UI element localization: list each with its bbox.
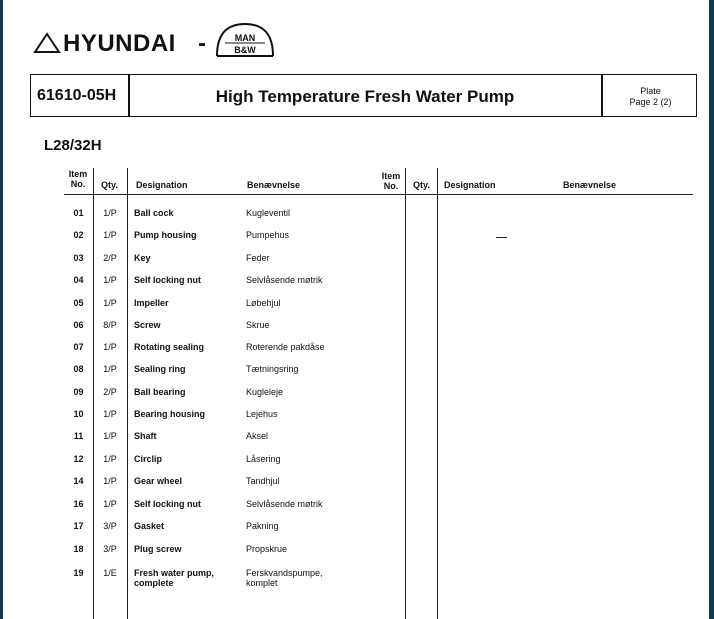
document-number: 61610-05H (37, 87, 117, 104)
parts-item-no: 08 (73, 364, 84, 374)
parts-qty: 8/P (103, 320, 117, 330)
parts-row (0, 298, 400, 312)
parts-qty: 1/P (103, 364, 117, 374)
parts-designation: Self locking nut (134, 499, 202, 509)
plate-label: Plate (640, 86, 661, 96)
bw-text: B&W (234, 45, 256, 55)
parts-row (0, 476, 400, 490)
parts-qty: 1/P (103, 230, 117, 240)
parts-row (0, 320, 400, 334)
parts-row (0, 544, 400, 558)
parts-row (0, 208, 400, 222)
brand-name: HYUNDAI (63, 30, 176, 57)
brand-separator: - (198, 30, 206, 57)
triangle-logo-icon (33, 32, 61, 54)
parts-benaevnelse: Feder (246, 253, 270, 263)
parts-benaevnelse: Tætningsring (246, 364, 299, 374)
parts-row (0, 499, 400, 513)
stray-mark (496, 237, 507, 238)
header-designation-right: Designation (444, 180, 496, 190)
parts-designation: Fresh water pump, complete (134, 568, 215, 588)
parts-item-no: 14 (73, 476, 84, 486)
parts-row (0, 275, 400, 289)
parts-benaevnelse: Kugleleje (246, 387, 284, 397)
parts-qty: 1/P (103, 409, 117, 419)
parts-qty: 1/P (103, 298, 117, 308)
plate-info (603, 86, 698, 108)
parts-row (0, 253, 400, 267)
parts-benaevnelse: Roterende pakdåse (246, 342, 325, 352)
parts-item-no: 10 (73, 409, 84, 419)
header-item-no (68, 169, 88, 189)
parts-row (0, 364, 400, 378)
parts-qty: 1/P (103, 342, 117, 352)
header-designation: Designation (136, 180, 188, 190)
header-item-line1: Item (381, 171, 401, 181)
parts-designation: Key (134, 253, 151, 263)
parts-row (0, 409, 400, 423)
parts-designation: Gasket (134, 521, 165, 531)
header-benaevnelse-right: Benævnelse (563, 180, 617, 190)
parts-item-no: 17 (73, 521, 84, 531)
parts-designation: Ball cock (134, 208, 174, 218)
parts-qty: 1/P (103, 454, 117, 464)
parts-item-no: 19 (73, 568, 84, 578)
parts-benaevnelse: Pumpehus (246, 230, 290, 240)
parts-designation: Circlip (134, 454, 163, 464)
parts-row (0, 431, 400, 445)
header-item-line1: Item (68, 169, 88, 179)
parts-row (0, 454, 400, 468)
table-header-rule-right (377, 194, 693, 195)
parts-row (0, 387, 400, 401)
parts-qty: 2/P (103, 253, 117, 263)
parts-row (0, 230, 400, 244)
parts-qty: 1/E (103, 568, 117, 578)
parts-item-no: 06 (73, 320, 84, 330)
parts-benaevnelse: Tandhjul (246, 476, 280, 486)
parts-benaevnelse: Løbehjul (246, 298, 281, 308)
parts-qty: 1/P (103, 275, 117, 285)
header-item-no-right (381, 171, 401, 191)
parts-designation: Pump housing (134, 230, 197, 240)
parts-qty: 1/P (103, 499, 117, 509)
parts-row (0, 342, 400, 356)
header-item-line2: No. (70, 179, 86, 189)
parts-benaevnelse: Lejehus (246, 409, 278, 419)
parts-designation: Shaft (134, 431, 157, 441)
parts-designation: Impeller (134, 298, 169, 308)
parts-item-no: 12 (73, 454, 84, 464)
parts-item-no: 11 (73, 431, 84, 441)
header-qty: Qty. (101, 180, 118, 190)
parts-qty: 2/P (103, 387, 117, 397)
parts-qty: 3/P (103, 521, 117, 531)
parts-benaevnelse: Skrue (246, 320, 270, 330)
parts-benaevnelse: Kugleventil (246, 208, 291, 218)
engine-model: L28/32H (44, 137, 102, 154)
header-qty-right: Qty. (413, 180, 430, 190)
parts-item-no: 01 (73, 208, 84, 218)
parts-qty: 1/P (103, 476, 117, 486)
parts-benaevnelse: Selvlåsende møtrik (246, 275, 323, 285)
parts-designation: Screw (134, 320, 161, 330)
page-label: Page 2 (2) (629, 97, 672, 107)
parts-designation: Self locking nut (134, 275, 202, 285)
header-item-line2: No. (383, 181, 399, 191)
parts-item-no: 05 (73, 298, 84, 308)
parts-item-no: 09 (73, 387, 84, 397)
title-block (30, 74, 697, 117)
parts-benaevnelse: Pakning (246, 521, 279, 531)
parts-benaevnelse: Propskrue (246, 544, 288, 554)
parts-row (0, 521, 400, 535)
parts-designation: Rotating sealing (134, 342, 205, 352)
table-header-rule (64, 194, 386, 195)
parts-item-no: 07 (73, 342, 84, 352)
parts-qty: 1/P (103, 208, 117, 218)
parts-item-no: 02 (73, 230, 84, 240)
parts-designation: Ball bearing (134, 387, 186, 397)
column-rule (437, 168, 438, 619)
parts-benaevnelse: Aksel (246, 431, 269, 441)
parts-item-no: 16 (73, 499, 84, 509)
parts-designation: Sealing ring (134, 364, 186, 374)
man-bw-logo-icon (213, 22, 277, 58)
header-benaevnelse: Benævnelse (247, 180, 301, 190)
parts-row (0, 568, 400, 588)
parts-designation: Gear wheel (134, 476, 183, 486)
parts-item-no: 18 (73, 544, 84, 554)
parts-item-no: 03 (73, 253, 84, 263)
parts-designation: Plug screw (134, 544, 182, 554)
man-text: MAN (234, 33, 256, 43)
parts-designation: Bearing housing (134, 409, 206, 419)
parts-benaevnelse: Låsering (246, 454, 281, 464)
document-title: High Temperature Fresh Water Pump (215, 87, 515, 106)
scan-edge-right (709, 0, 714, 619)
parts-item-no: 04 (73, 275, 84, 285)
column-rule (405, 168, 406, 619)
parts-benaevnelse: Selvlåsende møtrik (246, 499, 323, 509)
parts-qty: 3/P (103, 544, 117, 554)
parts-qty: 1/P (103, 431, 117, 441)
parts-benaevnelse: Ferskvandspumpe, komplet (246, 568, 323, 588)
